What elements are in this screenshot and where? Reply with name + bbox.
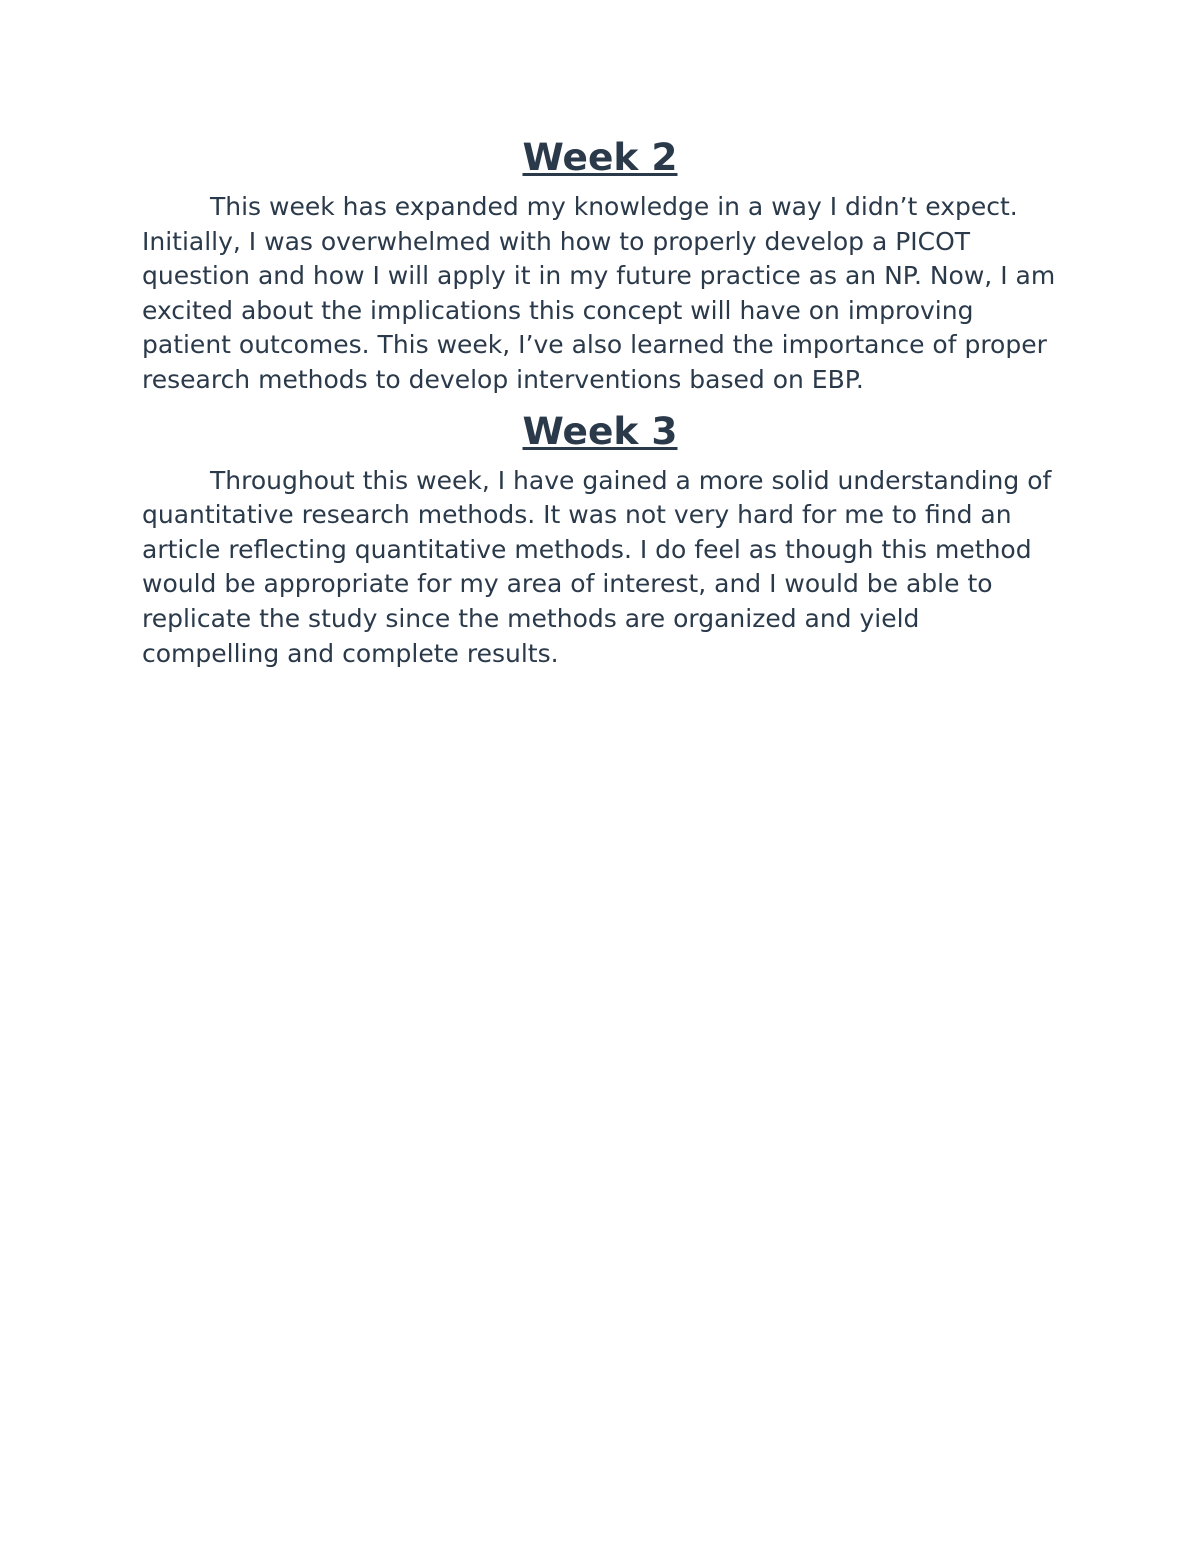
section-paragraph-week-3: Throughout this week, I have gained a more solid understanding of quantitative research methods. It was not very hard for me to find an article reflecting quantitative methods. I do feel as though this method would be appropriate for my area of interest, and I would be able to replicate the study since the methods are organized and yield compelling and complete results. — [142, 465, 1052, 668]
section-paragraph-week-2: This week has expanded my knowledge in a way I didn’t expect. Initially, I was overwhelmed with how to properly develop a PICOT question and how I will apply it in my future practice as an NP. Now, I am excited about the implications this concept will have on improving patient outcomes. This week, I’ve also learned the importance of proper research methods to develop interventions based on EBP. — [142, 192, 1056, 394]
section-heading-week-3: Week 3 — [522, 408, 678, 453]
document-body — [142, 135, 1058, 671]
section-heading-week-2: Week 2 — [522, 135, 678, 179]
